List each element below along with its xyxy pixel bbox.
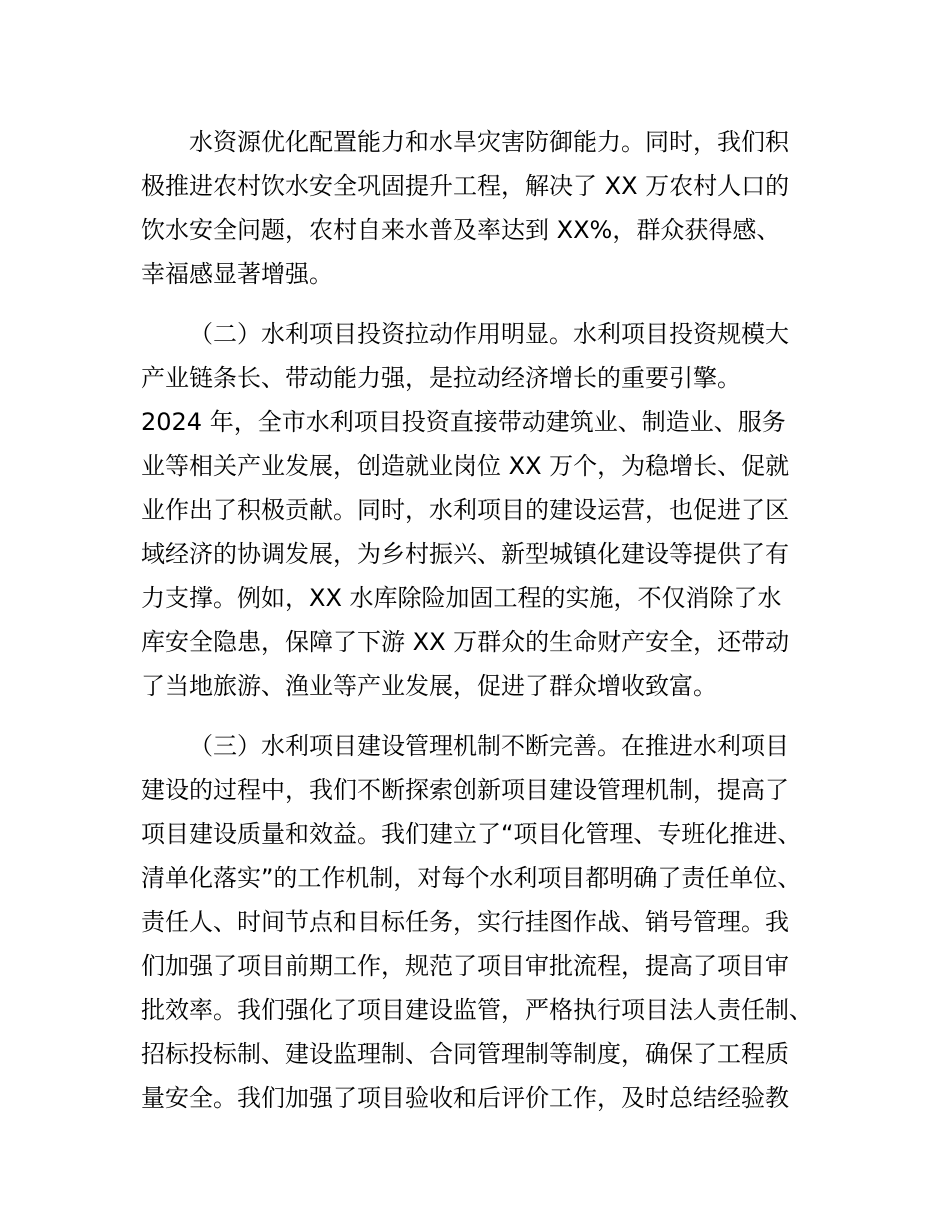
text-line: 量安全。我们加强了项目验收和后评价工作，及时总结经验教	[141, 1084, 789, 1112]
text-line: 招标投标制、建设监理制、合同管理制等制度，确保了工程质	[141, 1040, 789, 1068]
paragraph-investment	[141, 312, 821, 708]
text-line: 们加强了项目前期工作，规范了项目审批流程，提高了项目审	[141, 952, 789, 980]
paragraph-gap	[141, 296, 821, 312]
text-line: 产业链条长、带动能力强，是拉动经济增长的重要引擎。	[141, 364, 741, 392]
text-line: 幸福感显著增强。	[141, 260, 333, 288]
text-line: 责任人、时间节点和目标任务，实行挂图作战、销号管理。我	[141, 908, 789, 936]
text-line: 水资源优化配置能力和水旱灾害防御能力。同时，我们积	[189, 128, 789, 156]
paragraph-gap	[141, 708, 821, 724]
paragraph-water-supply	[141, 120, 821, 296]
text-line: 业作出了积极贡献。同时，水利项目的建设运营，也促进了区	[141, 496, 789, 524]
text-line: 域经济的协调发展，为乡村振兴、新型城镇化建设等提供了有	[141, 540, 789, 568]
text-line: 极推进农村饮水安全巩固提升工程，解决了 XX 万农村人口的	[141, 172, 790, 200]
text-line: 库安全隐患，保障了下游 XX 万群众的生命财产安全，还带动	[141, 628, 790, 656]
text-line: 力支撑。例如，XX 水库除险加固工程的实施，不仅消除了水	[141, 584, 782, 612]
text-line: （三）水利项目建设管理机制不断完善。在推进水利项目	[189, 732, 789, 760]
text-line: （二）水利项目投资拉动作用明显。水利项目投资规模大	[189, 320, 789, 348]
text-line: 清单化落实”的工作机制，对每个水利项目都明确了责任单位、	[141, 864, 802, 892]
text-line: 批效率。我们强化了项目建设监管，严格执行项目法人责任制、	[141, 996, 813, 1024]
text-line: 饮水安全问题，农村自来水普及率达到 XX%，群众获得感、	[141, 216, 781, 244]
text-line: 项目建设质量和效益。我们建立了“项目化管理、专班化推进、	[141, 820, 802, 848]
paragraph-management	[141, 724, 821, 1120]
text-line: 了当地旅游、渔业等产业发展，促进了群众增收致富。	[141, 672, 717, 700]
text-line: 业等相关产业发展，创造就业岗位 XX 万个，为稳增长、促就	[141, 452, 790, 480]
text-line: 2024 年，全市水利项目投资直接带动建筑业、制造业、服务	[141, 408, 786, 436]
document-page	[141, 120, 821, 1120]
text-line: 建设的过程中，我们不断探索创新项目建设管理机制，提高了	[141, 776, 789, 804]
